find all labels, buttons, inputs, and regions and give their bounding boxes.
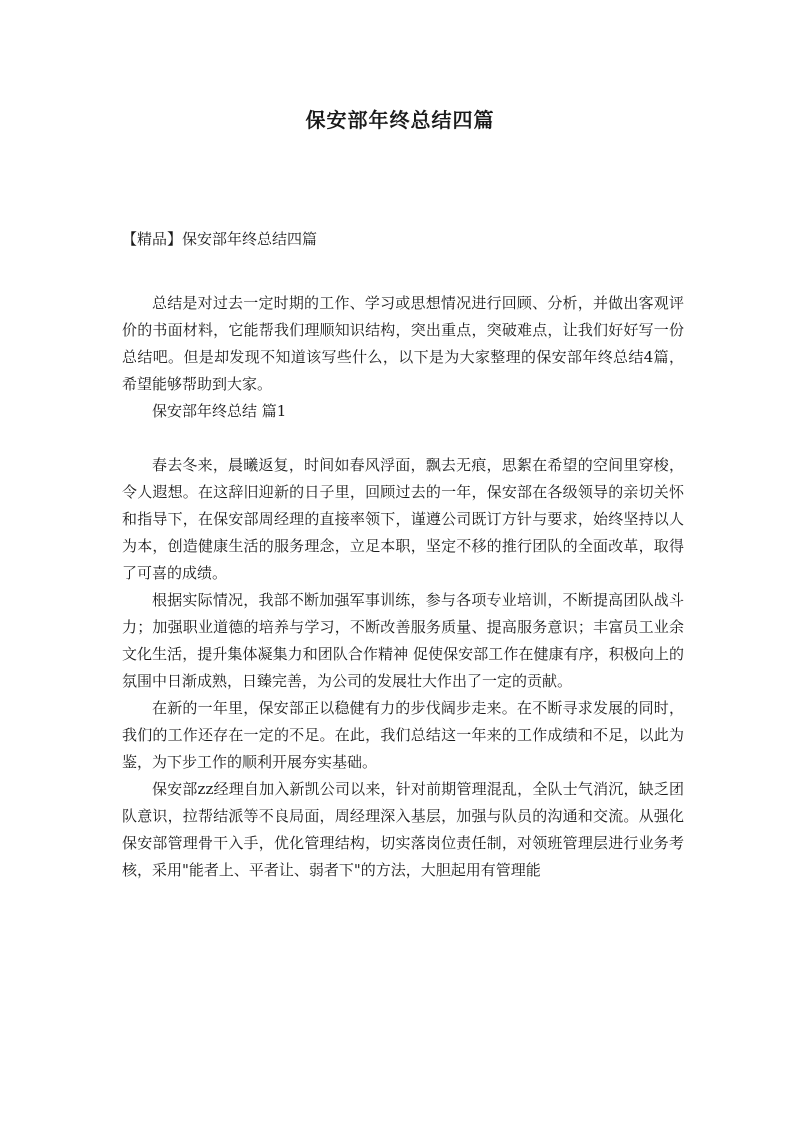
body-paragraph: 在新的一年里，保安部正以稳健有力的步伐阔步走来。在不断寻求发展的同时，我们的工作还存在一定的不足。在此，我们总结这一年来的工作成绩和不足，以此为鉴，为下步工作的顺利开展夯实基础。: [122, 699, 684, 771]
document-body: [122, 290, 684, 884]
document-title: 保安部年终总结四篇: [305, 108, 495, 132]
section-heading: 保安部年终总结 篇1: [152, 402, 287, 420]
section-spacer: [122, 425, 684, 452]
document-subtitle: 【精品】保安部年终总结四篇: [122, 230, 318, 248]
body-paragraph: 春去冬来，晨曦返复，时间如春风浮面，飘去无痕，思絮在希望的空间里穿梭，令人遐想。在这辞旧迎新的日子里，回顾过去的一年，保安部在各级领导的亲切关怀和指导下，在保安部周经理的直接率领下，谨遵公司既订方针与要求，始终坚持以人为本，创造健康生活的服务理念，立足本职，坚定不移的推行团队的全面改革，取得了可喜的成绩。: [122, 456, 684, 582]
intro-paragraph: 总结是对过去一定时期的工作、学习或思想情况进行回顾、分析，并做出客观评价的书面材料，它能帮我们理顺知识结构，突出重点，突破难点，让我们好好写一份总结吧。但是却发现不知道该写些什么，以下是为大家整理的保安部年终总结4篇，希望能够帮助到大家。: [122, 294, 684, 393]
body-paragraph: 保安部zz经理自加入新凯公司以来，针对前期管理混乱，全队士气消沉，缺乏团队意识，拉帮结派等不良局面，周经理深入基层，加强与队员的沟通和交流。从强化保安部管理骨干入手，优化管理结构，切实落岗位责任制，对领班管理层进行业务考核，采用"能者上、平者让、弱者下"的方法，大胆起用有管理能: [122, 780, 684, 879]
body-paragraph: 根据实际情况，我部不断加强军事训练，参与各项专业培训，不断提高团队战斗力；加强职业道德的培养与学习，不断改善服务质量、提高服务意识；丰富员工业余文化生活，提升集体凝集力和团队合作精神 促使保安部工作在健康有序，积极向上的氛围中日渐成熟，日臻完善，为公司的发展壮大作出了一定的贡献。: [122, 591, 684, 690]
